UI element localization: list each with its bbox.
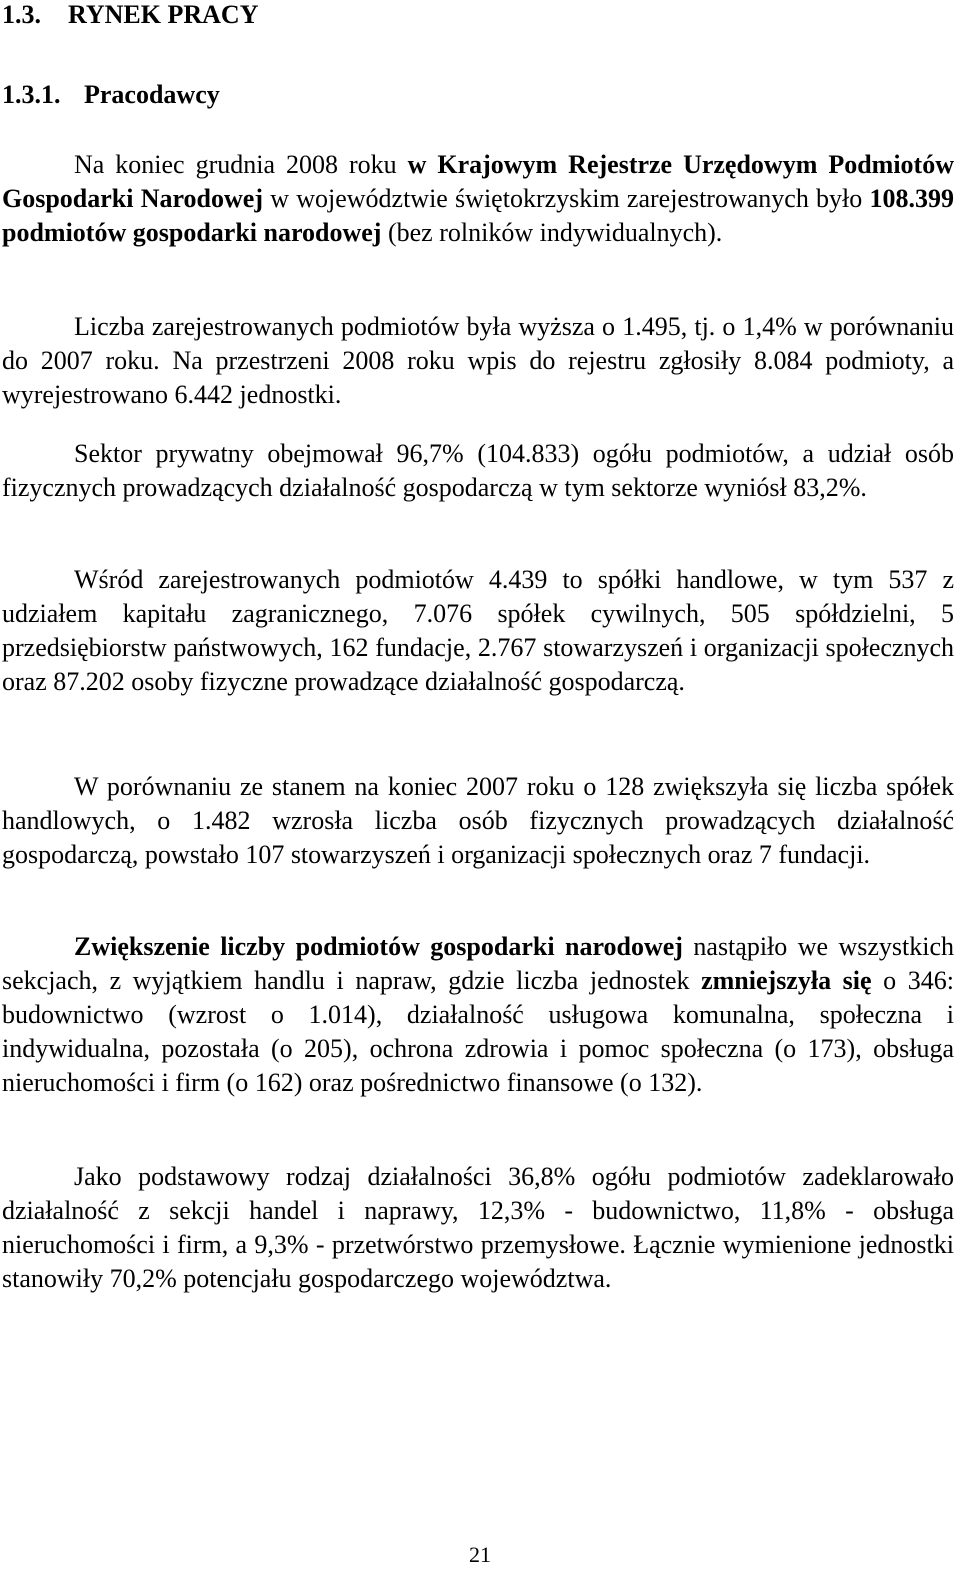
paragraph-1: [2, 148, 954, 250]
paragraph-1-bold-2: 108.399 podmiotów gospodarki narodowej: [2, 184, 954, 247]
paragraph-3: [2, 437, 954, 505]
paragraph-6-text-2: o 346: budownictwo (wzrost o 1.014), działalność usługowa komunalna, społeczna i indywidualna, pozostała (o 205), ochrona zdrowia i pomoc społeczna (o 173), obsługa nieruchomości i firm (o 162) oraz pośrednictwo finansowe (o 132).: [2, 966, 955, 1097]
paragraph-6-bold-1: Zwiększenie liczby podmiotów gospodarki narodowej: [74, 932, 683, 961]
subsection-number: 1.3.1.: [2, 80, 61, 109]
paragraph-5-text: W porównaniu ze stanem na koniec 2007 roku o 128 zwiększyła się liczba spółek handlowych, o 1.482 wzrosła liczba osób fizycznych prowadzących działalność gospodarczą, powstało 107 stowarzyszeń i organizacji społecznych oraz 7 fundacji.: [2, 772, 954, 869]
paragraph-7-text: Jako podstawowy rodzaj działalności 36,8% ogółu podmiotów zadeklarowało działalność z sekcji handel i naprawy, 12,3% - budownictwo, 11,8% - obsługa nieruchomości i firm, a 9,3% - przetwórstwo przemysłowe. Łącznie wymienione jednostki stanowiły 70,2% potencjału gospodarczego województwa.: [2, 1162, 954, 1293]
paragraph-7: [2, 1160, 954, 1296]
paragraph-6-bold-2: zmniejszyła się: [701, 966, 872, 995]
paragraph-1-bold-1: w Krajowym Rejestrze Urzędowym Podmiotów Gospodarki Narodowej: [2, 150, 954, 213]
page-number: 21: [469, 1542, 491, 1567]
section-heading: [2, 0, 258, 30]
section-number: 1.3.: [2, 0, 41, 29]
paragraph-6-text-1: nastąpiło we wszystkich sekcjach, z wyjątkiem handlu i napraw, gdzie liczba jednostek: [2, 932, 955, 995]
paragraph-1-text-3: (bez rolników indywidualnych).: [381, 218, 723, 247]
paragraph-2: [2, 310, 954, 412]
paragraph-3-text: Sektor prywatny obejmował 96,7% (104.833) ogółu podmiotów, a udział osób fizycznych prowadzących działalność gospodarczą w tym sektorze wyniósł 83,2%.: [2, 439, 954, 502]
subsection-title: Pracodawcy: [84, 80, 220, 109]
paragraph-4-text: Wśród zarejestrowanych podmiotów 4.439 to spółki handlowe, w tym 537 z udziałem kapitału zagranicznego, 7.076 spółek cywilnych, 505 spółdzielni, 5 przedsiębiorstw państwowych, 162 fundacje, 2.767 stowarzyszeń i organizacji społecznych oraz 87.202 osoby fizyczne prowadzące działalność gospodarczą.: [2, 565, 954, 696]
paragraph-1-text-2: w województwie świętokrzyskim zarejestrowanych było: [263, 184, 870, 213]
paragraph-1-text-1: Na koniec grudnia 2008 roku: [74, 150, 408, 179]
paragraph-4: [2, 563, 954, 699]
paragraph-6: [2, 930, 954, 1100]
paragraph-2-text: Liczba zarejestrowanych podmiotów była wyższa o 1.495, tj. o 1,4% w porównaniu do 2007 roku. Na przestrzeni 2008 roku wpis do rejestru zgłosiły 8.084 podmioty, a wyrejestrowano 6.442 jednostki.: [2, 312, 954, 409]
paragraph-5: [2, 770, 954, 872]
section-title: RYNEK PRACY: [68, 0, 259, 29]
subsection-heading: [2, 80, 220, 110]
